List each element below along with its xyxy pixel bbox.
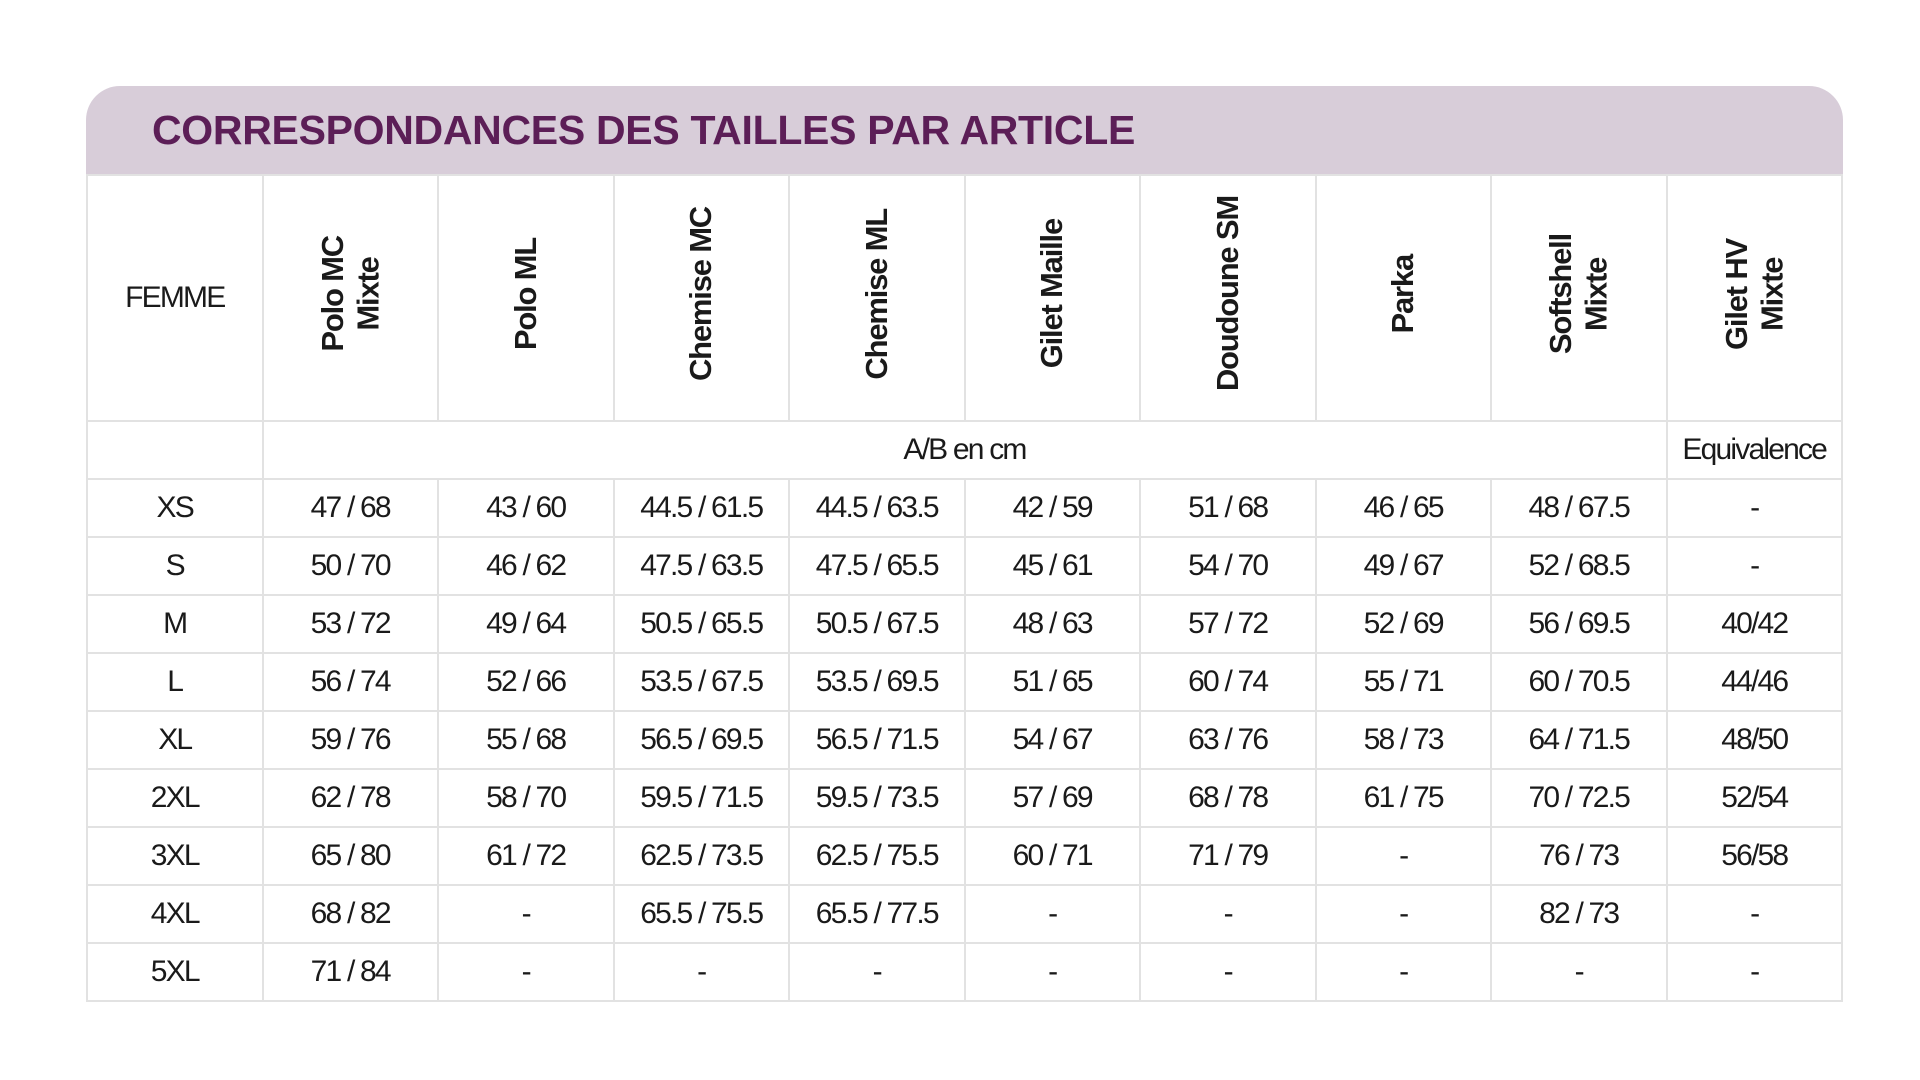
- measurement-cell: 52 / 68.5: [1491, 537, 1667, 595]
- article-label: Polo ML: [507, 237, 543, 351]
- measurement-cell: 44.5 / 63.5: [789, 479, 965, 537]
- unit-row: [87, 421, 1842, 479]
- measurement-cell: 76 / 73: [1491, 827, 1667, 885]
- size-label: 3XL: [87, 827, 263, 885]
- measure-unit-label: A/B en cm: [263, 421, 1667, 479]
- measurement-cell: -: [789, 943, 965, 1001]
- measurement-cell: 62.5 / 73.5: [614, 827, 790, 885]
- measurement-cell: 50.5 / 65.5: [614, 595, 790, 653]
- measurement-cell: 40/42: [1667, 595, 1843, 653]
- measurement-cell: 71 / 79: [1140, 827, 1316, 885]
- article-label: Gilet HV Mixte: [1718, 238, 1790, 350]
- size-label: S: [87, 537, 263, 595]
- measurement-cell: 59.5 / 71.5: [614, 769, 790, 827]
- size-label: M: [87, 595, 263, 653]
- article-header: [1316, 175, 1492, 421]
- article-label: Softshell Mixte: [1543, 233, 1614, 355]
- article-header: [1140, 175, 1316, 421]
- measurement-cell: 47.5 / 65.5: [789, 537, 965, 595]
- article-label: Parka: [1385, 254, 1421, 334]
- measurement-cell: -: [1667, 943, 1843, 1001]
- measurement-cell: 54 / 67: [965, 711, 1141, 769]
- size-label: XL: [87, 711, 263, 769]
- measurement-cell: 68 / 78: [1140, 769, 1316, 827]
- size-label: XS: [87, 479, 263, 537]
- article-header: [614, 175, 790, 421]
- measurement-cell: -: [965, 885, 1141, 943]
- size-label: 5XL: [87, 943, 263, 1001]
- measurement-cell: 62.5 / 75.5: [789, 827, 965, 885]
- measurement-cell: 65.5 / 77.5: [789, 885, 965, 943]
- table-row: [87, 827, 1842, 885]
- size-label: L: [87, 653, 263, 711]
- measurement-cell: 63 / 76: [1140, 711, 1316, 769]
- size-label: 4XL: [87, 885, 263, 943]
- measurement-cell: 44/46: [1667, 653, 1843, 711]
- measurement-cell: 51 / 68: [1140, 479, 1316, 537]
- measurement-cell: -: [1667, 885, 1843, 943]
- measurement-cell: 44.5 / 61.5: [614, 479, 790, 537]
- measurement-cell: 57 / 72: [1140, 595, 1316, 653]
- measurement-cell: 48 / 63: [965, 595, 1141, 653]
- measurement-cell: -: [1667, 537, 1843, 595]
- table-row: [87, 479, 1842, 537]
- measurement-cell: 56 / 74: [263, 653, 439, 711]
- measurement-cell: -: [1667, 479, 1843, 537]
- measurement-cell: 43 / 60: [438, 479, 614, 537]
- article-label: Gilet Maille: [1034, 219, 1070, 369]
- measurement-cell: 52 / 69: [1316, 595, 1492, 653]
- measurement-cell: -: [1316, 885, 1492, 943]
- measurement-cell: -: [1140, 943, 1316, 1001]
- article-header: [1667, 175, 1843, 421]
- measurement-cell: 55 / 71: [1316, 653, 1492, 711]
- measurement-cell: 47.5 / 63.5: [614, 537, 790, 595]
- size-label: 2XL: [87, 769, 263, 827]
- measurement-cell: 61 / 72: [438, 827, 614, 885]
- measurement-cell: 60 / 74: [1140, 653, 1316, 711]
- measurement-cell: 68 / 82: [263, 885, 439, 943]
- measurement-cell: 58 / 73: [1316, 711, 1492, 769]
- measurement-cell: 50.5 / 67.5: [789, 595, 965, 653]
- measurement-cell: 46 / 65: [1316, 479, 1492, 537]
- measurement-cell: 65 / 80: [263, 827, 439, 885]
- page-title: CORRESPONDANCES DES TAILLES PAR ARTICLE: [152, 106, 1135, 153]
- article-header: [965, 175, 1141, 421]
- table-row: [87, 769, 1842, 827]
- measurement-cell: 47 / 68: [263, 479, 439, 537]
- measurement-cell: 56 / 69.5: [1491, 595, 1667, 653]
- measurement-cell: -: [965, 943, 1141, 1001]
- measurement-cell: 60 / 70.5: [1491, 653, 1667, 711]
- measurement-cell: -: [438, 885, 614, 943]
- measurement-cell: 64 / 71.5: [1491, 711, 1667, 769]
- article-label: Chemise MC: [683, 206, 719, 382]
- article-label: Chemise ML: [858, 208, 894, 380]
- measurement-cell: -: [438, 943, 614, 1001]
- article-label: Polo MC Mixte: [314, 236, 386, 352]
- measurement-cell: 65.5 / 75.5: [614, 885, 790, 943]
- measurement-cell: 45 / 61: [965, 537, 1141, 595]
- measurement-cell: 59.5 / 73.5: [789, 769, 965, 827]
- measurement-cell: 53 / 72: [263, 595, 439, 653]
- table-row: [87, 885, 1842, 943]
- table-row: [87, 653, 1842, 711]
- measurement-cell: 52 / 66: [438, 653, 614, 711]
- measurement-cell: 71 / 84: [263, 943, 439, 1001]
- measurement-cell: 42 / 59: [965, 479, 1141, 537]
- measurement-cell: 60 / 71: [965, 827, 1141, 885]
- measurement-cell: 53.5 / 67.5: [614, 653, 790, 711]
- article-header: [1491, 175, 1667, 421]
- article-header: [263, 175, 439, 421]
- empty-cell: [87, 421, 263, 479]
- measurement-cell: 49 / 67: [1316, 537, 1492, 595]
- measurement-cell: 46 / 62: [438, 537, 614, 595]
- measurement-cell: 48 / 67.5: [1491, 479, 1667, 537]
- measurement-cell: 48/50: [1667, 711, 1843, 769]
- measurement-cell: 49 / 64: [438, 595, 614, 653]
- measurement-cell: 56/58: [1667, 827, 1843, 885]
- measurement-cell: 82 / 73: [1491, 885, 1667, 943]
- measurement-cell: 62 / 78: [263, 769, 439, 827]
- table-row: [87, 537, 1842, 595]
- equivalence-label: Equivalence: [1667, 421, 1843, 479]
- table-row: [87, 943, 1842, 1001]
- measurement-cell: 50 / 70: [263, 537, 439, 595]
- measurement-cell: 51 / 65: [965, 653, 1141, 711]
- size-chart-card: [86, 86, 1843, 1002]
- measurement-cell: -: [1316, 827, 1492, 885]
- measurement-cell: 56.5 / 69.5: [614, 711, 790, 769]
- measurement-cell: 56.5 / 71.5: [789, 711, 965, 769]
- measurement-cell: -: [614, 943, 790, 1001]
- measurement-cell: -: [1140, 885, 1316, 943]
- measurement-cell: 61 / 75: [1316, 769, 1492, 827]
- measurement-cell: 54 / 70: [1140, 537, 1316, 595]
- gender-header: FEMME: [87, 175, 263, 421]
- article-header: [789, 175, 965, 421]
- measurement-cell: 59 / 76: [263, 711, 439, 769]
- article-label: Doudoune SM: [1209, 196, 1245, 392]
- size-table: [86, 174, 1843, 1002]
- measurement-cell: -: [1491, 943, 1667, 1001]
- measurement-cell: 58 / 70: [438, 769, 614, 827]
- measurement-cell: 70 / 72.5: [1491, 769, 1667, 827]
- measurement-cell: 57 / 69: [965, 769, 1141, 827]
- measurement-cell: 53.5 / 69.5: [789, 653, 965, 711]
- table-row: [87, 711, 1842, 769]
- article-header: [438, 175, 614, 421]
- measurement-cell: -: [1316, 943, 1492, 1001]
- table-row: [87, 595, 1842, 653]
- title-bar: [86, 86, 1843, 174]
- measurement-cell: 52/54: [1667, 769, 1843, 827]
- measurement-cell: 55 / 68: [438, 711, 614, 769]
- header-row: [87, 175, 1842, 421]
